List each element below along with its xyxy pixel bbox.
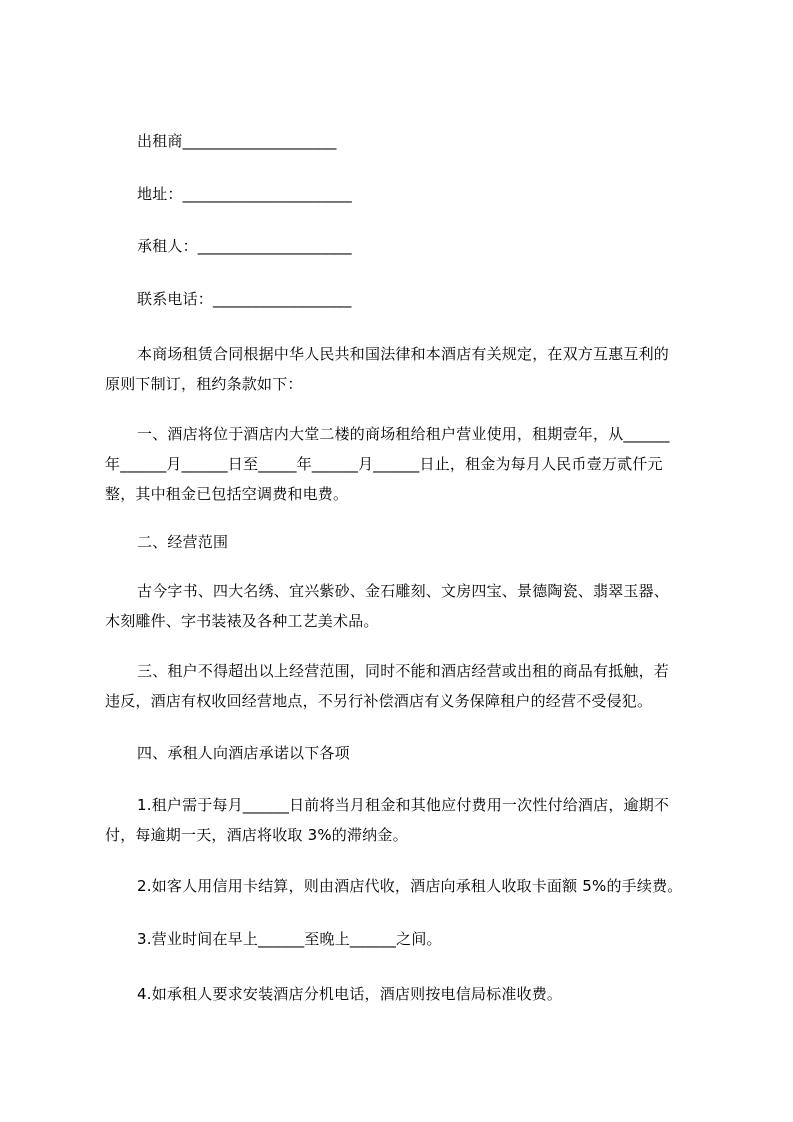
clause-4-heading: 四、承租人向酒店承诺以下各项 [137,744,350,762]
lessor-field: 出租商____________________ [137,132,337,150]
clause-3 [105,656,705,716]
address-field: 地址：______________________ [137,185,353,203]
clause-4-item-1-line-1: 1.租户需于每月______日前将当月租金和其他应付费用一次性付给酒店，逾期不 [137,796,670,814]
lessee-field: 承租人：____________________ [137,237,352,255]
clause-1-line-2: 年______月______日至_____年______月______日止，租金为每月人民币壹万贰仟元 [105,455,663,473]
clause-2-line-1: 古今字书、四大名绣、宜兴紫砂、金石雕刻、文房四宝、景德陶瓷、翡翠玉器、 [137,582,670,600]
intro-line-2: 原则下制订，租约条款如下： [105,375,303,393]
clause-3-line-2: 违反，酒店有权收回经营地点，不另行补偿酒店有义务保障租户的经营不受侵犯。 [105,692,653,710]
clause-2-line-2: 木刻雕件、字书装裱及各种工艺美术品。 [105,612,379,630]
clause-3-line-1: 三、租户不得超出以上经营范围，同时不能和酒店经营或出租的商品有抵触，若 [137,662,670,680]
intro-line-1: 本商场租赁合同根据中华人民共和国法律和本酒店有关规定，在双方互惠互利的 [137,345,670,363]
clause-1-line-1: 一、酒店将位于酒店内大堂二楼的商场租给租户营业使用，租期壹年，从______ [137,425,670,443]
clause-1-line-3: 整，其中租金已包括空调费和电费。 [105,485,349,503]
clause-4-item-4: 4.如承租人要求安装酒店分机电话，酒店则按电信局标准收费。 [137,985,563,1003]
clause-4-item-1 [105,790,705,850]
phone-field: 联系电话：__________________ [137,290,352,308]
clause-2-heading: 二、经营范围 [137,533,229,551]
clause-4-item-1-line-2: 付，每逾期一天，酒店将收取 3%的滞纳金。 [105,826,408,844]
intro-paragraph [105,339,705,399]
clause-4-item-3: 3.营业时间在早上______至晚上______之间。 [137,930,442,948]
clause-4-item-2: 2.如客人用信用卡结算，则由酒店代收，酒店向承租人收取卡面额 5%的手续费。 [137,877,683,895]
clause-2-body [105,576,705,636]
clause-1 [105,419,705,509]
